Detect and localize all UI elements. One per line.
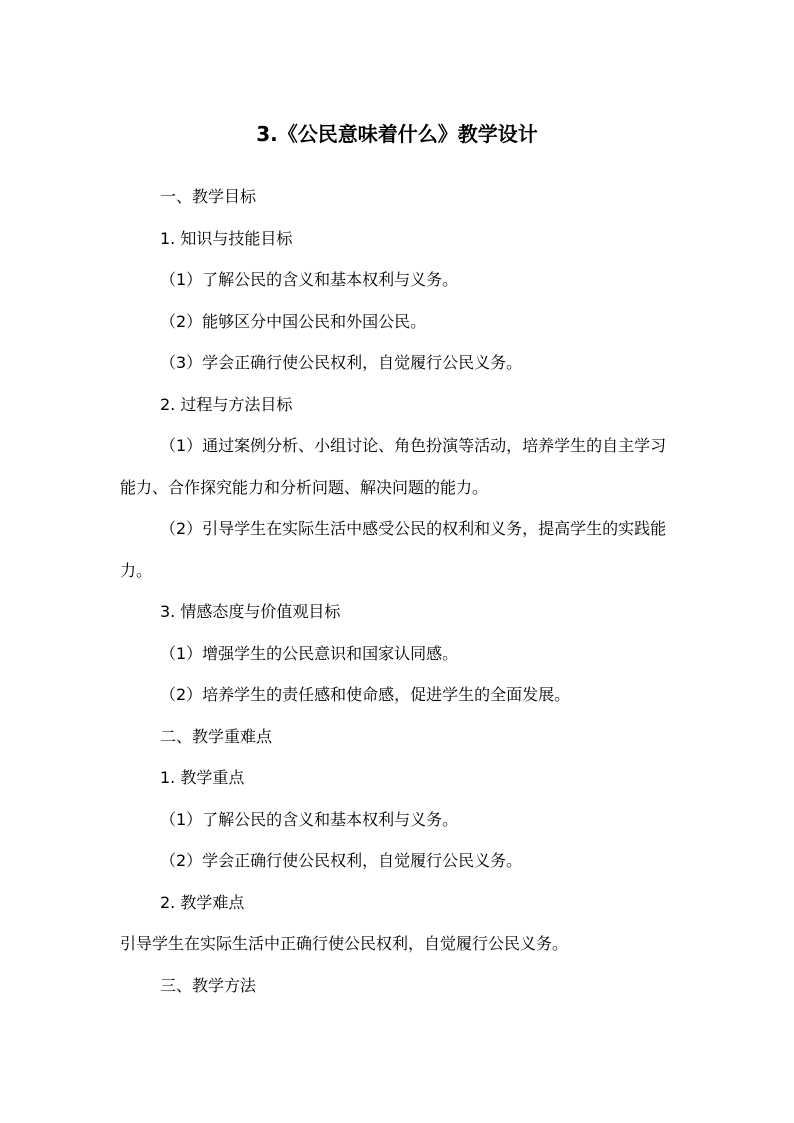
document-title: 3.《公民意味着什么》教学设计 — [256, 122, 538, 146]
paragraph: （3）学会正确行使公民权利，自觉履行公民义务。 — [160, 353, 523, 372]
section-heading-methods: 三、教学方法 — [160, 975, 257, 995]
paragraph: （1）增强学生的公民意识和国家认同感。 — [160, 643, 459, 663]
paragraph: 引导学生在实际生活中正确行使公民权利，自觉履行公民义务。 — [120, 934, 569, 953]
subheading-difficulties: 2. 教学难点 — [160, 892, 245, 912]
paragraph: （1）通过案例分析、小组讨论、角色扮演等活动，培养学生的自主学习能力、合作探究能力和分析问题、解决问题的能力。 — [120, 436, 667, 497]
paragraph: （2）能够区分中国公民和外国公民。 — [160, 311, 427, 331]
subheading-process-methods: 2. 过程与方法目标 — [160, 394, 293, 414]
paragraph: （2）培养学生的责任感和使命感，促进学生的全面发展。 — [160, 685, 571, 704]
document-body — [120, 176, 680, 1006]
subheading-emotion-values: 3. 情感态度与价值观目标 — [160, 602, 341, 621]
section-heading-key-points: 二、教学重难点 — [160, 726, 273, 746]
paragraph: （2）引导学生在实际生活中感受公民的权利和义务，提高学生的实践能力。 — [120, 519, 667, 580]
paragraph: （1）了解公民的含义和基本权利与义务。 — [160, 270, 459, 289]
section-heading-objectives: 一、教学目标 — [160, 187, 257, 206]
paragraph: （1）了解公民的含义和基本权利与义务。 — [160, 809, 459, 829]
subheading-key-points: 1. 教学重点 — [160, 768, 245, 787]
paragraph: （2）学会正确行使公民权利，自觉履行公民义务。 — [160, 851, 523, 870]
subheading-knowledge-skills: 1. 知识与技能目标 — [160, 228, 293, 248]
